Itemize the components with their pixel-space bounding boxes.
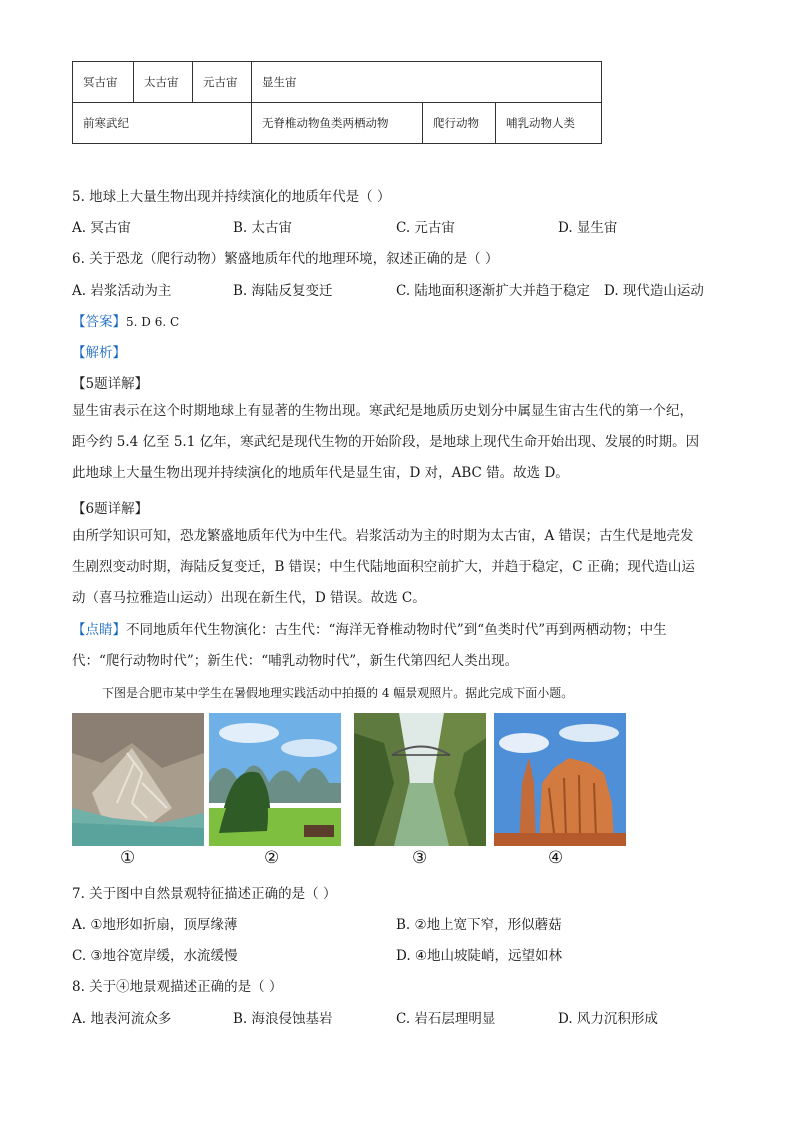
photo-label: ③ xyxy=(412,848,428,868)
photo-label: ② xyxy=(264,848,280,868)
photo-intro: 下图是合肥市某中学生在暑假地理实践活动中拍摄的 4 幅景观照片。据此完成下面小题。 xyxy=(102,686,574,700)
answer-text: 5. D 6. C xyxy=(126,315,180,329)
option-c: C. 元古宙 xyxy=(396,220,455,236)
option-c: C. 陆地面积逐渐扩大并趋于稳定 xyxy=(396,283,590,299)
option-d: D. 现代造山运动 xyxy=(604,283,704,299)
answer-label: 【答案】 xyxy=(72,314,126,330)
table-cell: 显生宙 xyxy=(252,62,602,103)
option-b: B. 海浪侵蚀基岩 xyxy=(233,1011,333,1027)
text-line: 代：“爬行动物时代”；新生代：“哺乳动物时代”，新生代第四纪人类出现。 xyxy=(72,653,519,669)
option-b: B. 海陆反复变迁 xyxy=(233,283,333,299)
option-b: B. 太古宙 xyxy=(233,220,293,236)
detail-6-text xyxy=(72,521,724,614)
tip-label: 【点睛】 xyxy=(72,622,126,638)
option-a: A. 地表河流众多 xyxy=(72,1011,172,1027)
option-b: B. ②地上宽下窄，形似蘑菇 xyxy=(396,917,562,933)
detail-5-label: 【5题详解】 xyxy=(72,376,149,392)
photo-red-rock-pillars xyxy=(494,713,626,846)
detail-6-label: 【6题详解】 xyxy=(72,501,149,517)
text-line: 此地球上大量生物出现并持续演化的地质年代是显生宙，D 对，ABC 错。故选 D。 xyxy=(72,465,569,481)
option-d: D. ④地山坡陡峭，远望如林 xyxy=(396,948,563,964)
text-line: 【点睛】不同地质年代生物演化：古生代：“海洋无脊椎动物时代”到“鱼类时代”再到两栖动物；中生 xyxy=(72,622,667,638)
text-line: 距今约 5.4 亿至 5.1 亿年，寒武纪是现代生物的开始阶段，是地球上现代生命开始出现、发展的时期。因 xyxy=(72,434,700,450)
analysis-label: 【解析】 xyxy=(72,345,126,361)
table-cell: 前寒武纪 xyxy=(73,103,252,144)
table-cell: 无脊椎动物鱼类两栖动物 xyxy=(252,103,423,144)
option-a: A. 岩浆活动为主 xyxy=(72,283,172,299)
text-line: 动（喜马拉雅造山运动）出现在新生代，D 错误。故选 C。 xyxy=(72,590,426,606)
question-8-stem: 8. 关于④地景观描述正确的是（ ） xyxy=(72,979,283,995)
photo-karst-landscape xyxy=(209,713,341,846)
option-d: D. 风力沉积形成 xyxy=(558,1011,658,1027)
table-cell: 哺乳动物人类 xyxy=(496,103,602,144)
detail-5-text xyxy=(72,396,724,489)
question-7-stem: 7. 关于图中自然景观特征描述正确的是（ ） xyxy=(72,886,337,902)
table-cell: 冥古宙 xyxy=(73,62,134,103)
table-row xyxy=(73,62,602,103)
text-line: 生剧烈变动时期，海陆反复变迁，B 错误；中生代陆地面积空前扩大，并趋于稳定，C 正确；现代造山运 xyxy=(72,559,695,575)
table-cell: 元古宙 xyxy=(193,62,252,103)
tip-text xyxy=(72,615,724,677)
geologic-time-table xyxy=(72,61,602,144)
table-cell: 爬行动物 xyxy=(423,103,496,144)
option-c: C. 岩石层理明显 xyxy=(396,1011,496,1027)
photo-gorge-bridge xyxy=(354,713,486,846)
photo-label: ① xyxy=(120,848,136,868)
photo-alluvial-fan xyxy=(72,713,204,846)
option-a: A. ①地形如折扇，顶厚缘薄 xyxy=(72,917,238,933)
option-c: C. ③地谷宽岸缓，水流缓慢 xyxy=(72,948,238,964)
question-5-stem: 5. 地球上大量生物出现并持续演化的地质年代是（ ） xyxy=(72,189,391,205)
option-a: A. 冥古宙 xyxy=(72,220,131,236)
question-6-stem: 6. 关于恐龙（爬行动物）繁盛地质年代的地理环境，叙述正确的是（ ） xyxy=(72,251,499,267)
option-d: D. 显生宙 xyxy=(558,220,618,236)
table-row xyxy=(73,103,602,144)
text-line: 显生宙表示在这个时期地球上有显著的生物出现。寒武纪是地质历史划分中属显生宙古生代的第一个纪， xyxy=(72,403,693,419)
photo-label: ④ xyxy=(548,848,564,868)
answer-line xyxy=(72,310,179,330)
text-line: 由所学知识可知，恐龙繁盛地质年代为中生代。岩浆活动为主的时期为太古宙，A 错误；古生代是地壳发 xyxy=(72,528,694,544)
table-cell: 太古宙 xyxy=(134,62,193,103)
